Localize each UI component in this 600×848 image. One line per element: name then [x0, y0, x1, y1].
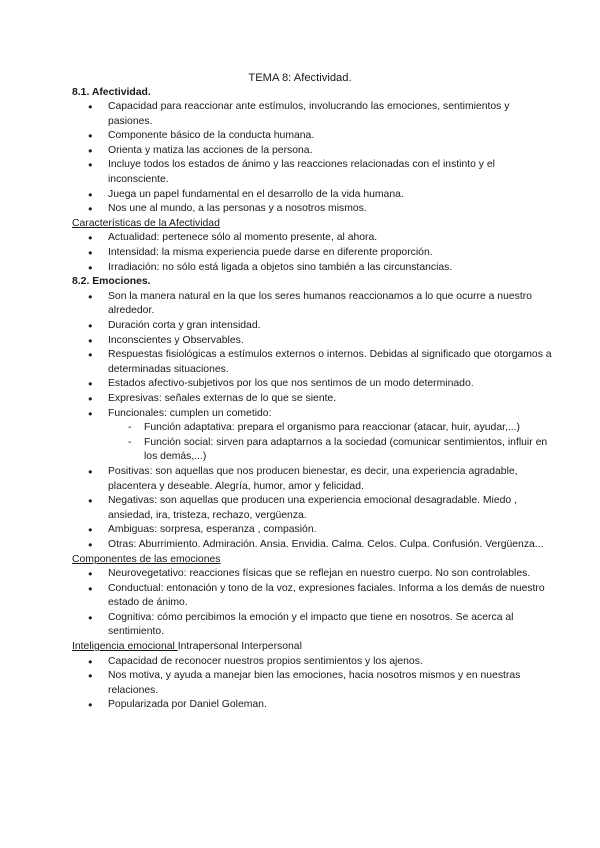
list-item: ● Conductual: entonación y tono de la voz, expresiones faciales. Informa a los demás de nuestro estado de ánimo.: [72, 582, 552, 611]
list-item: ● Otras: Aburrimiento. Admiración. Ansia. Envidia. Calma. Celos. Culpa. Confusión. Vergüenza...: [72, 538, 552, 553]
section-heading-afectividad: 8.1. Afectividad.: [72, 86, 151, 98]
emociones-list: [72, 290, 552, 421]
afectividad-list: [72, 100, 552, 217]
subheading-inteligencia-emocional: [72, 640, 552, 655]
subheading-inteligencia-rest: Intrapersonal Interpersonal: [177, 641, 302, 653]
inteligencia-list: [72, 655, 552, 713]
document-body: [72, 86, 552, 714]
subheading-inteligencia-label: Inteligencia emocional: [72, 641, 178, 653]
list-item: ● Ambiguas: sorpresa, esperanza , compasión.: [72, 523, 552, 538]
list-item: ● Inconscientes y Observables.: [72, 334, 552, 349]
list-item: ● Popularizada por Daniel Goleman.: [72, 698, 552, 713]
list-item: ● Irradiación: no sólo está ligada a objetos sino también a las circunstancias.: [72, 261, 552, 276]
list-item: ● Cognitiva: cómo percibimos la emoción y el impacto que tiene en nosotros. Se acerca al sentimiento.: [72, 611, 552, 640]
caracteristicas-list: [72, 231, 552, 275]
list-item: ● Intensidad: la misma experiencia puede darse en diferente proporción.: [72, 246, 552, 261]
list-item: ● Respuestas fisiológicas a estímulos externos o internos. Debidas al significado que otorgamos a determinadas situaciones.: [72, 348, 552, 377]
list-item: ● Expresivas: señales externas de lo que se siente.: [72, 392, 552, 407]
list-item: ● Capacidad de reconocer nuestros propios sentimientos y los ajenos.: [72, 655, 552, 670]
section-heading-emociones: 8.2. Emociones.: [72, 276, 151, 288]
sub-list-item: - Función social: sirven para adaptarnos a la sociedad (comunicar sentimientos, influir en los demás,...): [72, 436, 552, 465]
list-item: ● Nos motiva, y ayuda a manejar bien las emociones, hacia nosotros mismos y en nuestras relaciones.: [72, 669, 552, 698]
list-item: ● Duración corta y gran intensidad.: [72, 319, 552, 334]
list-item: ● Orienta y matiza las acciones de la persona.: [72, 144, 552, 159]
emociones-tipos-list: [72, 465, 552, 553]
list-item: ● Capacidad para reaccionar ante estímulos, involucrando las emociones, sentimientos y pasiones.: [72, 100, 552, 129]
list-item: ● Neurovegetativo: reacciones físicas que se reflejan en nuestro cuerpo. No son controlables.: [72, 567, 552, 582]
list-item: ● Estados afectivo-subjetivos por los que nos sentimos de un modo determinado.: [72, 377, 552, 392]
funciones-sublist: [72, 421, 552, 465]
list-item: ● Incluye todos los estados de ánimo y las reacciones relacionadas con el instinto y el inconsciente.: [72, 158, 552, 187]
list-item: ● Componente básico de la conducta humana.: [72, 129, 552, 144]
document-title: TEMA 8: Afectividad.: [248, 72, 352, 84]
list-item: ● Positivas: son aquellas que nos producen bienestar, es decir, una experiencia agradable, placentera y deseable. Alegría, humor, amor y felicidad.: [72, 465, 552, 494]
list-item: ● Nos une al mundo, a las personas y a nosotros mismos.: [72, 202, 552, 217]
subheading-caracteristicas: Características de la Afectividad: [72, 217, 220, 229]
componentes-list: [72, 567, 552, 640]
list-item: ● Son la manera natural en la que los seres humanos reaccionamos a lo que ocurre a nuestro alrededor.: [72, 290, 552, 319]
list-item: ● Juega un papel fundamental en el desarrollo de la vida humana.: [72, 188, 552, 203]
subheading-componentes: Componentes de las emociones: [72, 553, 221, 565]
list-item: ● Actualidad: pertenece sólo al momento presente, al ahora.: [72, 231, 552, 246]
list-item: ● Negativas: son aquellas que producen una experiencia emocional desagradable. Miedo , ansiedad, ira, tristeza, rechazo, vergüenza.: [72, 494, 552, 523]
sub-list-item: - Función adaptativa: prepara el organismo para reaccionar (atacar, huir, ayudar,...): [72, 421, 552, 436]
list-item: ● Funcionales: cumplen un cometido:: [72, 407, 552, 422]
